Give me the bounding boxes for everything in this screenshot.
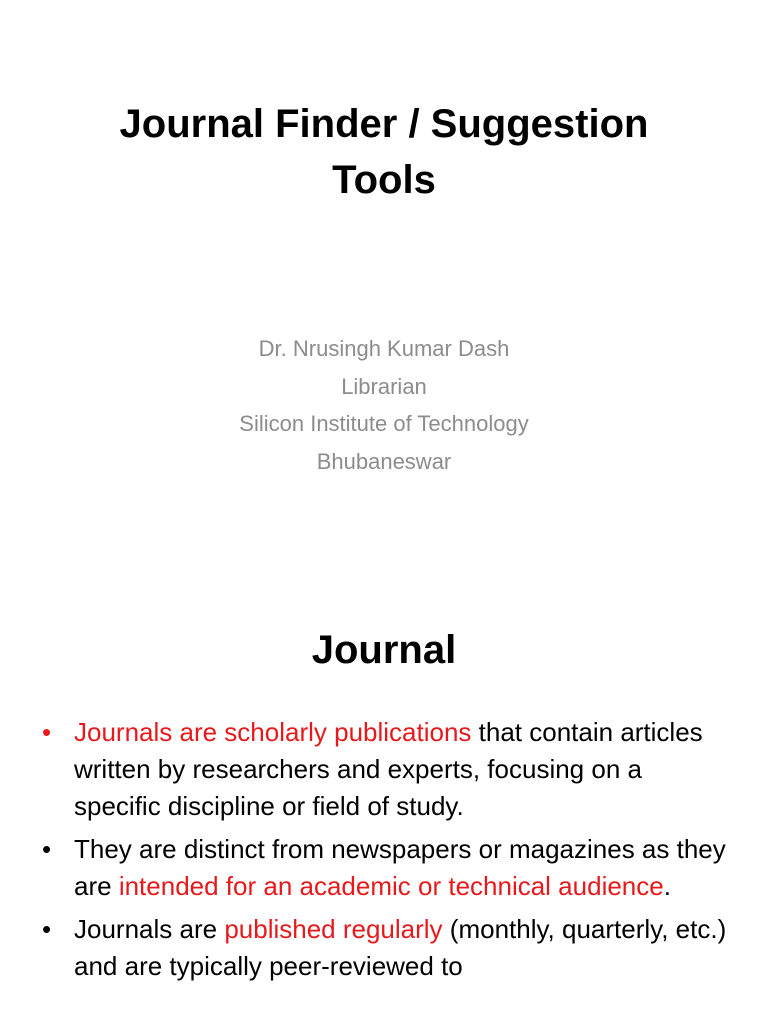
bullet-item	[40, 911, 730, 985]
bullet-dot-icon: •	[42, 717, 52, 747]
bullet-item	[40, 831, 730, 905]
bullet-text: They are distinct from newspapers or magazines as they are	[74, 834, 726, 901]
bullet-item	[40, 714, 730, 825]
city-name: Bhubaneswar	[316, 448, 452, 474]
bullet-text-end: .	[663, 871, 671, 901]
bullet-dot-icon: •	[42, 914, 52, 944]
title-line-1: Journal Finder / Suggestion	[119, 102, 649, 146]
author-role: Librarian	[341, 373, 427, 399]
bullet-list	[40, 714, 730, 991]
slide-title	[60, 96, 708, 208]
journal-slide	[0, 560, 768, 1024]
bullet-text-end: (monthly, quarterly, etc.) and are typically peer-reviewed to	[74, 914, 727, 981]
bullet-highlight: Journals are scholarly publications	[74, 717, 472, 747]
bullet-text: that contain articles written by researchers and experts, focusing on a specific discipline or field of study.	[74, 717, 703, 821]
author-block	[60, 330, 708, 480]
title-line-2: Tools	[332, 158, 436, 202]
author-name: Dr. Nrusingh Kumar Dash	[258, 336, 510, 361]
bullet-highlight: intended for an academic or technical audience	[118, 871, 664, 901]
institute-name: Silicon Institute of Technology	[239, 411, 529, 436]
bullet-dot-icon: •	[42, 834, 52, 864]
slide-title: Journal	[311, 628, 457, 672]
bullet-highlight: published regularly	[224, 914, 443, 944]
bullet-text: Journals are	[74, 914, 225, 944]
